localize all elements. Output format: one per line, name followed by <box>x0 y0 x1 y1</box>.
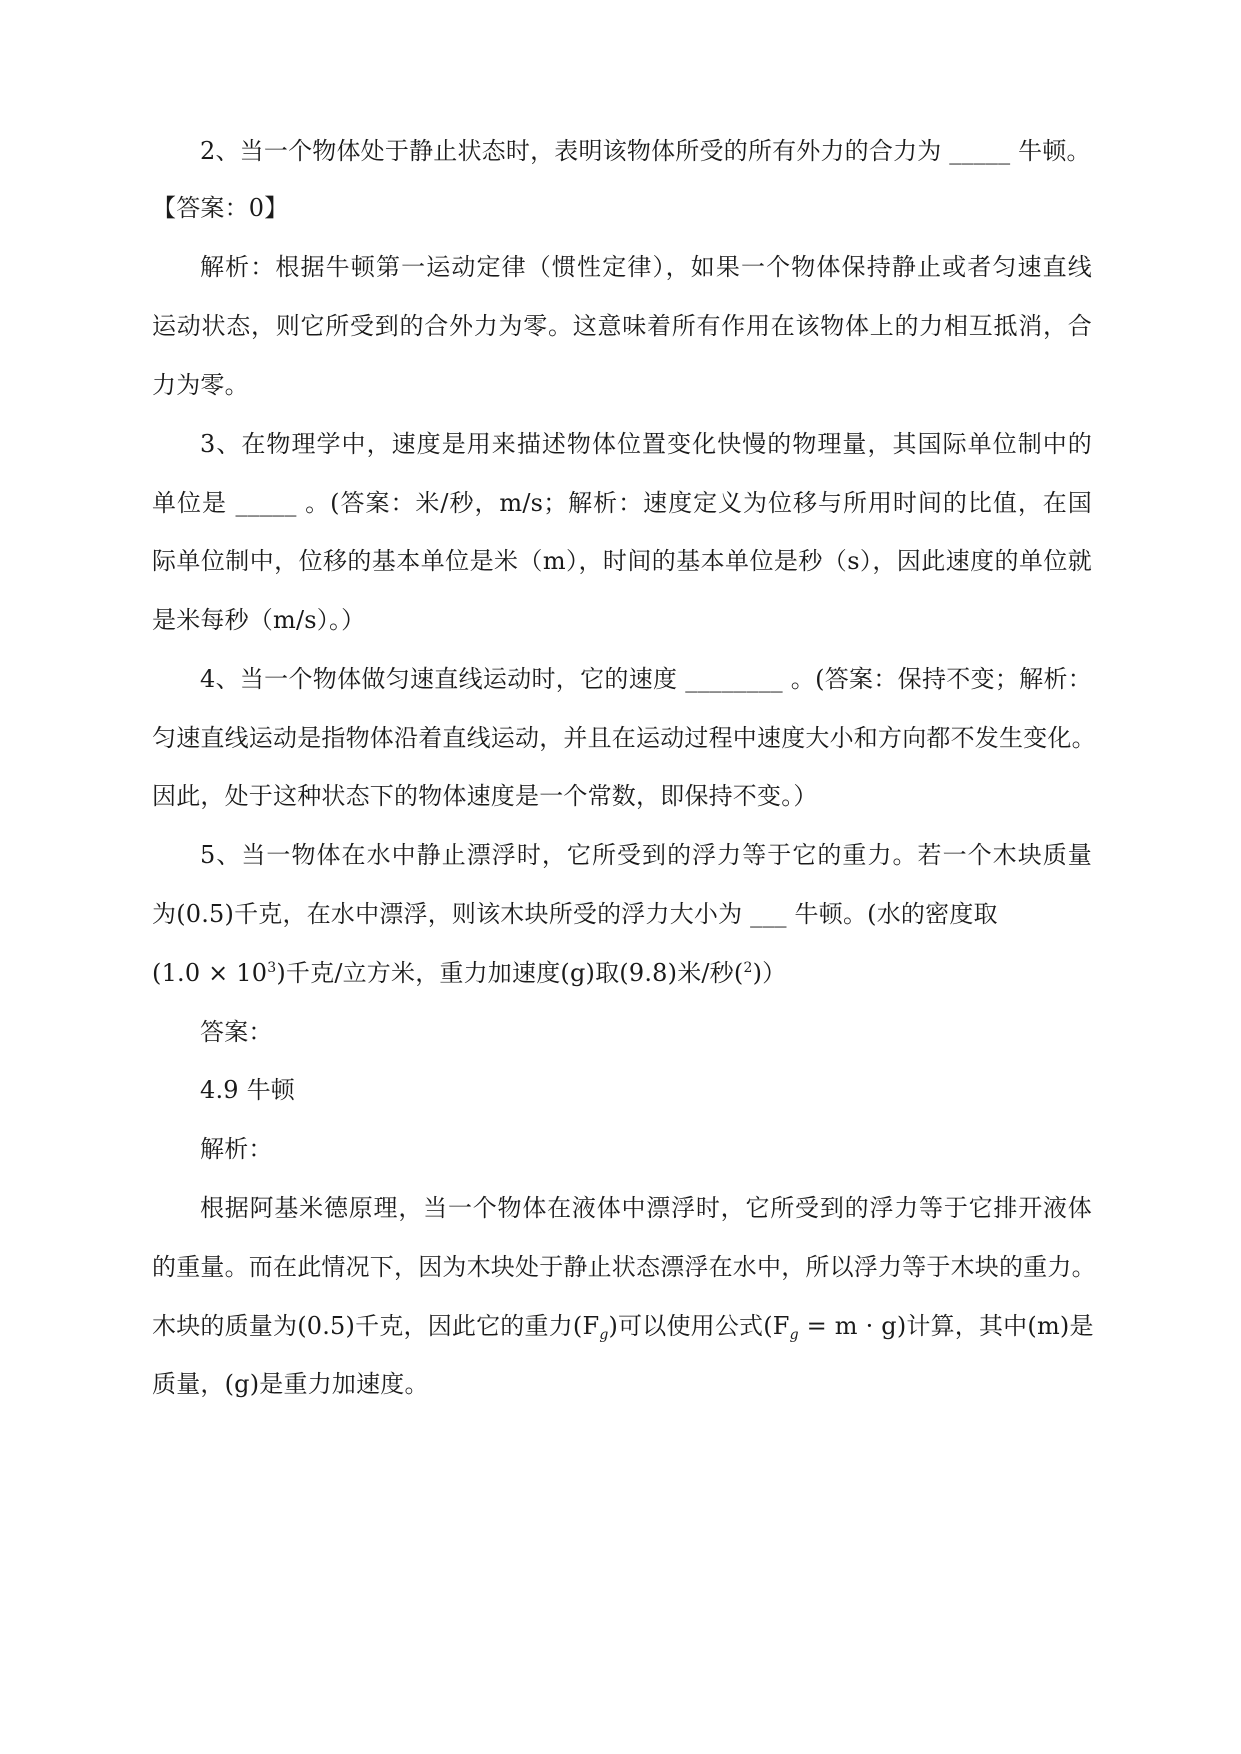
density-value: (1.0 × 10 <box>152 959 268 987</box>
exponent-3: 3 <box>267 960 277 976</box>
question-3-line-3: 际单位制中，位移的基本单位是米（m），时间的基本单位是秒（s），因此速度的单位就 <box>152 547 1092 575</box>
analysis-5-line-1: 根据阿基米德原理，当一个物体在液体中漂浮时，它所受到的浮力等于它排开液体 <box>200 1194 1092 1222</box>
exponent-2: 2 <box>743 960 753 976</box>
analysis-2-line-2: 运动状态，则它所受到的合外力为零。这意味着所有作用在该物体上的力相互抵消，合 <box>152 312 1092 340</box>
density-unit-text: )千克/立方米，重力加速度(g)取(9.8)米/秒( <box>276 959 744 987</box>
question-5-line-1: 5、当一物体在水中静止漂浮时，它所受到的浮力等于它的重力。若一个木块质量 <box>200 841 1092 869</box>
formula-text: )可以使用公式(F <box>608 1312 790 1340</box>
analysis-2-line-1: 解析：根据牛顿第一运动定律（惯性定律），如果一个物体保持静止或者匀速直线 <box>200 253 1092 281</box>
subscript-g-2: g <box>789 1327 799 1343</box>
analysis-5-label: 解析： <box>200 1135 273 1163</box>
analysis-5-line-2: 的重量。而在此情况下，因为木块处于静止状态漂浮在水中，所以浮力等于木块的重力。 <box>152 1253 1096 1281</box>
subscript-g: g <box>599 1327 609 1343</box>
question-5-line-3 <box>152 958 1092 988</box>
mass-text: 木块的质量为(0.5)千克，因此它的重力(F <box>152 1312 600 1340</box>
answer-5-value: 4.9 牛顿 <box>200 1076 295 1104</box>
question-4-line-1: 4、当一个物体做匀速直线运动时，它的速度 ________ 。(答案：保持不变；解析： <box>200 665 1092 693</box>
analysis-2-line-3: 力为零。 <box>152 371 249 399</box>
question-3-line-2: 单位是 _____ 。(答案：米/秒，m/s；解析：速度定义为位移与所用时间的比值，在国 <box>152 489 1092 517</box>
answer-5-label: 答案： <box>200 1018 273 1046</box>
question-2-text: 2、当一个物体处于静止状态时，表明该物体所受的所有外力的合力为 _____ 牛顿。 <box>200 137 1091 165</box>
question-3-line-4: 是米每秒（m/s）。） <box>152 606 366 634</box>
question-4-line-2: 匀速直线运动是指物体沿着直线运动，并且在运动过程中速度大小和方向都不发生变化。 <box>152 724 1096 752</box>
closing-paren: )） <box>752 959 787 987</box>
question-5-line-2: 为(0.5)千克，在水中漂浮，则该木块所受的浮力大小为 ___ 牛顿。(水的密度取 <box>152 900 998 928</box>
question-3-line-1: 3、在物理学中，速度是用来描述物体位置变化快慢的物理量，其国际单位制中的 <box>200 430 1092 458</box>
analysis-5-line-3 <box>152 1311 1092 1341</box>
formula-rest: = m · g)计算，其中(m)是 <box>798 1312 1094 1340</box>
question-4-line-3: 因此，处于这种状态下的物体速度是一个常数，即保持不变。） <box>152 782 818 810</box>
analysis-5-line-4: 质量，(g)是重力加速度。 <box>152 1370 429 1398</box>
answer-2: 【答案：0】 <box>152 194 289 222</box>
